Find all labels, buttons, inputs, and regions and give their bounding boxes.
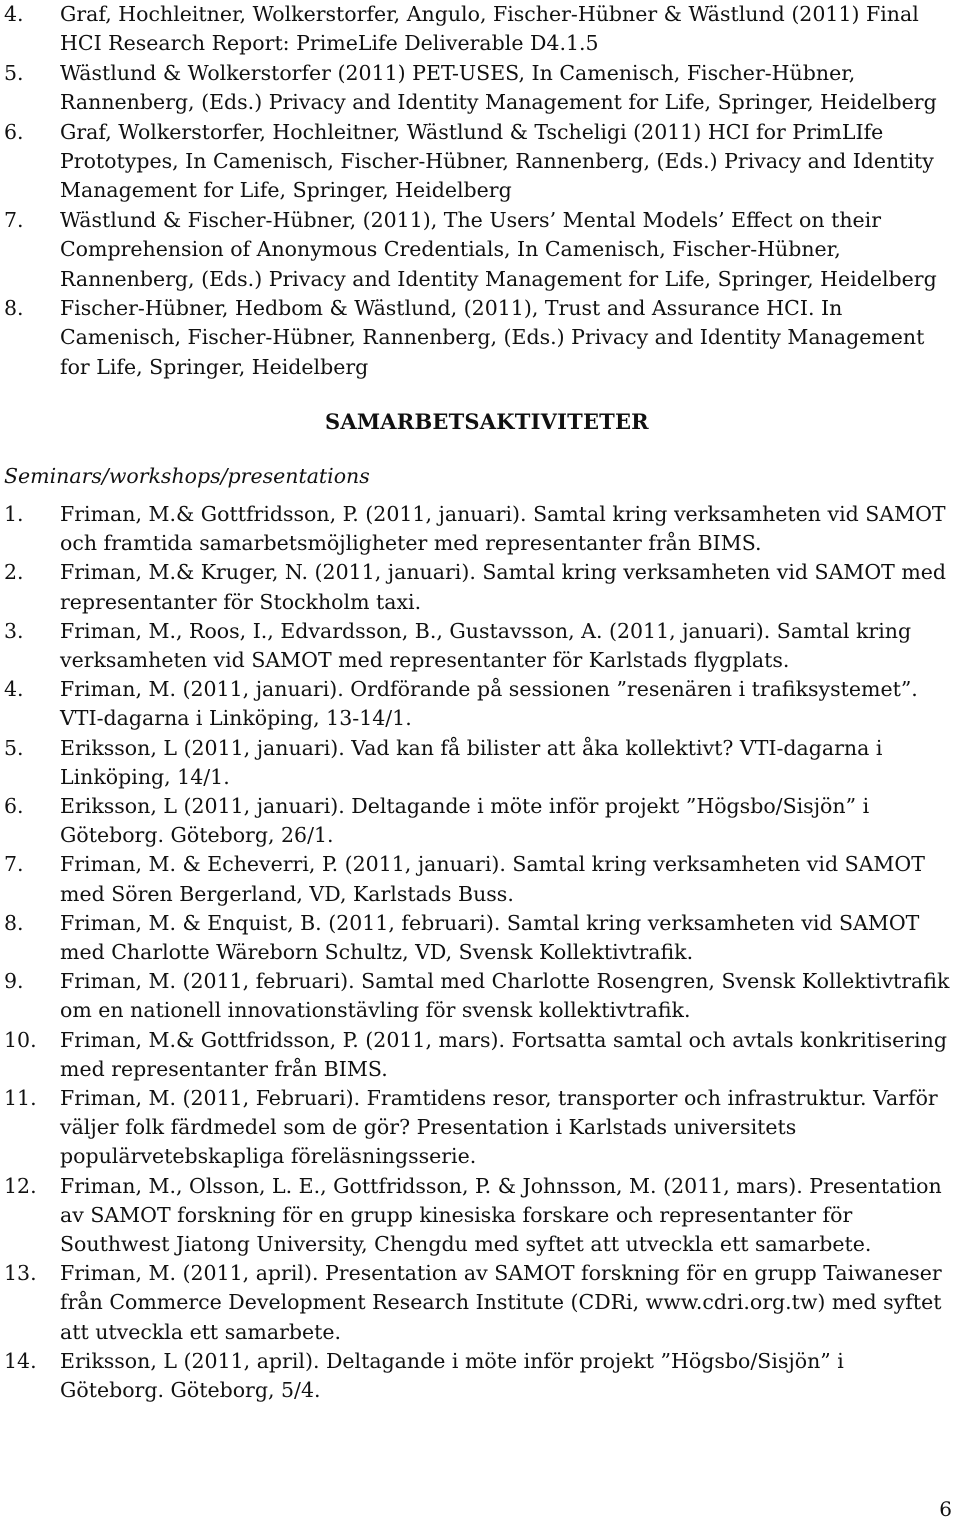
activity-item bbox=[4, 675, 954, 733]
item-text: Eriksson, L (2011, januari). Deltagande i möte inför projekt ”Högsbo/Sisjön” i Göteborg. Göteborg, 26/1. bbox=[60, 794, 870, 848]
activity-item bbox=[4, 792, 954, 850]
activity-item bbox=[4, 1084, 954, 1172]
item-text: Friman, M.& Gottfridsson, P. (2011, mars). Fortsatta samtal och avtals konkritisering med representanter från BIMS. bbox=[60, 1027, 947, 1081]
subsection-heading: Seminars/workshops/presentations bbox=[4, 464, 370, 488]
item-number: 8. bbox=[4, 296, 24, 321]
activity-item bbox=[4, 617, 954, 675]
reference-item bbox=[4, 118, 954, 206]
item-number: 10. bbox=[4, 1027, 37, 1052]
item-text: Friman, M. (2011, april). Presentation av SAMOT forskning för en grupp Taiwaneser från Commerce Development Research Institute (CDRi, www.cdri.org.tw) med syftet att utveckla ett samarbete. bbox=[60, 1261, 942, 1344]
item-number: 1. bbox=[4, 502, 24, 526]
activity-item bbox=[4, 1347, 954, 1405]
item-number: 11. bbox=[4, 1086, 37, 1111]
item-text: Wästlund & Wolkerstorfer (2011) PET-USES, In Camenisch, Fischer-Hübner, Rannenberg, (Eds.) Privacy and Identity Management for Life, Springer, Heidelberg bbox=[60, 60, 937, 115]
activity-item bbox=[4, 500, 954, 558]
item-text: Friman, M., Roos, I., Edvardsson, B., Gustavsson, A. (2011, januari). Samtal kring verksamheten vid SAMOT med representanter för Karlstads flygplats. bbox=[60, 618, 912, 673]
item-number: 4. bbox=[4, 677, 24, 702]
activity-item bbox=[4, 734, 954, 792]
item-number: 5. bbox=[4, 735, 24, 760]
item-number: 13. bbox=[4, 1261, 37, 1286]
item-number: 9. bbox=[4, 969, 24, 994]
item-text: Friman, M. & Echeverri, P. (2011, januari). Samtal kring verksamheten vid SAMOT med Sören Bergerland, VD, Karlstads Buss. bbox=[60, 852, 925, 906]
activity-item bbox=[4, 909, 954, 967]
item-number: 2. bbox=[4, 560, 24, 585]
item-text: Friman, M. (2011, januari). Ordförande på sessionen ”resenären i trafiksystemet”. VTI-dagarna i Linköping, 13-14/1. bbox=[60, 677, 918, 731]
reference-item bbox=[4, 206, 954, 294]
activity-item bbox=[4, 850, 954, 908]
item-number: 7. bbox=[4, 207, 24, 232]
item-text: Friman, M.& Gottfridsson, P. (2011, januari). Samtal kring verksamheten vid SAMOT och framtida samarbetsmöjligheter med representanter från BIMS. bbox=[60, 502, 946, 556]
item-number: 14. bbox=[4, 1348, 37, 1373]
reference-item bbox=[4, 294, 954, 382]
item-number: 4. bbox=[4, 2, 24, 26]
reference-item bbox=[4, 59, 954, 118]
page-number: 6 bbox=[939, 1497, 952, 1521]
item-text: Friman, M. (2011, februari). Samtal med Charlotte Rosengren, Svensk Kollektivtrafik om en nationell innovationstävling för svensk kollektivtrafik. bbox=[60, 969, 950, 1023]
reference-list bbox=[4, 0, 954, 382]
section-heading: SAMARBETSAKTIVITETER bbox=[325, 409, 649, 434]
item-number: 7. bbox=[4, 852, 24, 877]
item-text: Eriksson, L (2011, april). Deltagande i möte inför projekt ”Högsbo/Sisjön” i Göteborg. Göteborg, 5/4. bbox=[60, 1348, 844, 1403]
item-number: 8. bbox=[4, 910, 24, 935]
item-text: Friman, M. (2011, Februari). Framtidens resor, transporter och infrastruktur. Varför väljer folk färdmedel som de gör? Presentation i Karlstads universitets populärvetebskapliga föreläsningsserie. bbox=[60, 1086, 938, 1169]
activity-item bbox=[4, 1172, 954, 1260]
item-text: Graf, Hochleitner, Wolkerstorfer, Angulo, Fischer-Hübner & Wästlund (2011) Final HCI Research Report: PrimeLife Deliverable D4.1.5 bbox=[60, 2, 919, 56]
item-text: Friman, M. & Enquist, B. (2011, februari). Samtal kring verksamheten vid SAMOT med Charlotte Wäreborn Schultz, VD, Svensk Kollektivtrafik. bbox=[60, 910, 920, 965]
activity-item bbox=[4, 558, 954, 616]
item-text: Wästlund & Fischer-Hübner, (2011), The Users’ Mental Models’ Effect on their Comprehension of Anonymous Credentials, In Camenisch, Fischer-Hübner, Rannenberg, (Eds.) Privacy and Identity Management for Life, Springer, Heidelberg bbox=[60, 207, 937, 291]
activity-item bbox=[4, 1026, 954, 1084]
item-text: Friman, M., Olsson, L. E., Gottfridsson, P. & Johnsson, M. (2011, mars). Presentation av SAMOT forskning för en grupp kinesiska forskare och representanter för Southwest Jiatong University, Chengdu med syftet att utveckla ett samarbete. bbox=[60, 1173, 942, 1257]
item-number: 5. bbox=[4, 60, 24, 85]
item-number: 6. bbox=[4, 794, 24, 819]
item-text: Friman, M.& Kruger, N. (2011, januari). Samtal kring verksamheten vid SAMOT med representanter för Stockholm taxi. bbox=[60, 560, 947, 614]
item-number: 3. bbox=[4, 618, 24, 643]
reference-item bbox=[4, 0, 954, 59]
item-number: 6. bbox=[4, 119, 24, 144]
activity-item bbox=[4, 1259, 954, 1347]
item-text: Eriksson, L (2011, januari). Vad kan få bilister att åka kollektivt? VTI-dagarna i Linköping, 14/1. bbox=[60, 735, 883, 789]
activity-item bbox=[4, 967, 954, 1025]
item-text: Fischer-Hübner, Hedbom & Wästlund, (2011), Trust and Assurance HCI. In Camenisch, Fischer-Hübner, Rannenberg, (Eds.) Privacy and Identity Management for Life, Springer, Heidelberg bbox=[60, 296, 925, 379]
item-number: 12. bbox=[4, 1173, 37, 1198]
item-text: Graf, Wolkerstorfer, Hochleitner, Wästlund & Tscheligi (2011) HCI for PrimLIfe Prototypes, In Camenisch, Fischer-Hübner, Rannenberg, (Eds.) Privacy and Identity Management for Life, Springer, Heidelberg bbox=[60, 119, 934, 203]
activity-list bbox=[4, 500, 954, 1405]
